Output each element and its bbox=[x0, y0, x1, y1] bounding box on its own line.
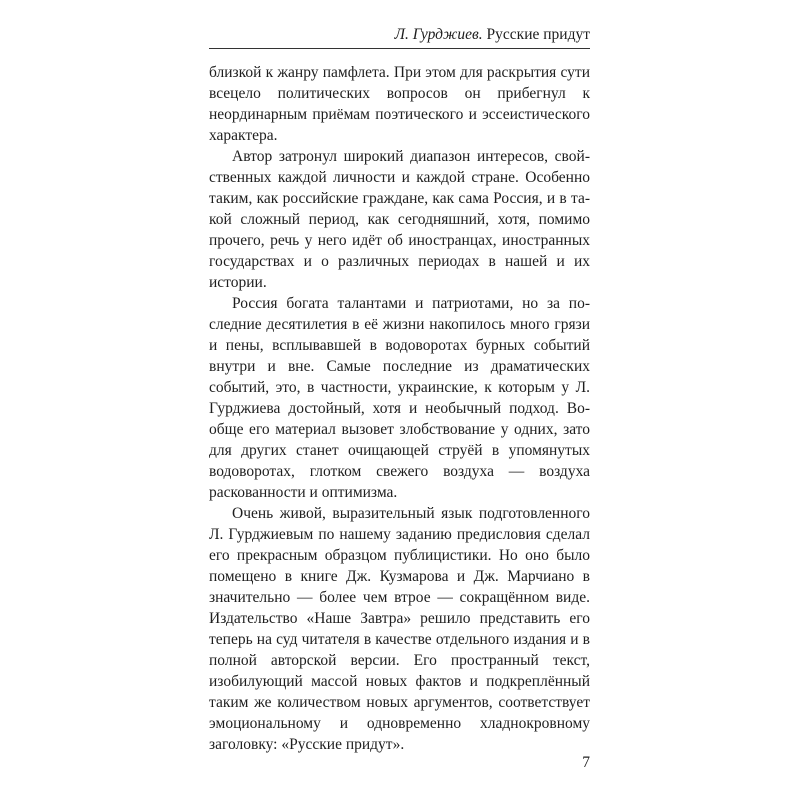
header-title: Русские придут bbox=[486, 26, 590, 43]
running-header bbox=[209, 22, 590, 48]
header-rule bbox=[209, 48, 590, 49]
paragraph-1: близкой к жанру памфлета. При этом для раскрытия сути всецело политических вопросов он прибегнул к неординарным приёмам поэтического и эссеистического характера. bbox=[209, 64, 590, 144]
paragraph-2: Автор затронул широкий диапазон интересов, свойственных каждой личности и каждой стране. Особенно таким, как российские граждане, как сама Россия, и в такой сложный период, как сегодняшний, хотя, помимо прочего, речь у него идёт об иностранцах, иностранных государствах и о различных периодах в нашей и их истории. bbox=[209, 148, 590, 291]
paragraph-3: Россия богата талантами и патриотами, но за последние десятилетия в её жизни накопилось много грязи и пены, всплывавшей в водоворотах бурных событий внутри и вне. Самые последние из драматических событий, это, в частности, украинские, к которым у Л. Гурджиева достойный, хотя и необычный подход. Вообще его материал вызовет злобствование у одних, зато для других станет очищающей струёй в упомянутых водоворотах, глотком свежего воздуха — воздуха раскованности и оптимизма. bbox=[209, 295, 590, 501]
paragraph-4: Очень живой, выразительный язык подготовленного Л. Гурджиевым по нашему заданию предисловия сделал его прекрасным образцом публицистики. Но оно было помещено в книге Дж. Кузмарова и Дж. Марчиано в значительно — более чем втрое — сокращённом виде. Издательство «Наше Завтра» решило представить его теперь на суд читателя в качестве отдельного издания и в полной авторской версии. Его пространный текст, изобилующий массой новых фактов и подкреплённый таким же количеством новых аргументов, соответствует эмоциональному и одновременно хладнокровному заголовку: «Русские придут». bbox=[209, 505, 590, 753]
page-number: 7 bbox=[582, 754, 590, 771]
header-author: Л. Гурджиев. bbox=[394, 26, 483, 43]
body-text bbox=[209, 62, 590, 755]
